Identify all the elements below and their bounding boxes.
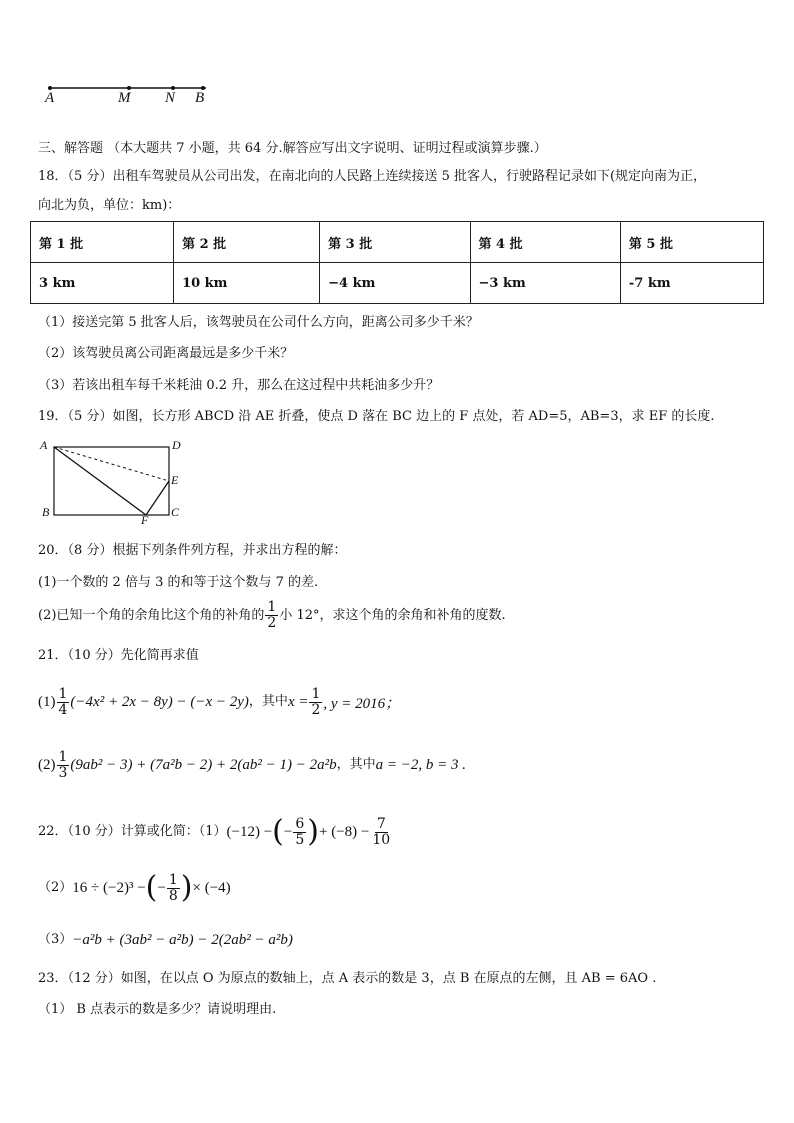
fold-line-ae [54, 447, 169, 481]
fraction-denominator: 3 [58, 764, 68, 781]
q22-sub2 [38, 866, 231, 910]
q23-line1: 23．（12 分）如图，在以点 O 为原点的数轴上，点 A 表示的数是 3，点 B 在原点的左侧，且 AB = 6AO . [38, 971, 657, 986]
fraction-quarter [57, 687, 70, 718]
table-cell: 3 km [31, 263, 174, 304]
segment-fe [146, 481, 169, 515]
fraction-one-eighth [167, 873, 180, 904]
q21-sub2-where: ，其中 [336, 757, 376, 772]
q22-sub3 [38, 928, 293, 952]
table-header-cell: 第 1 批 [31, 222, 174, 263]
q20-line1: 20．（8 分）根据下列条件列方程，并求出方程的解： [38, 543, 347, 558]
fraction-numerator: 6 [295, 815, 305, 832]
q21-sub2 [38, 745, 466, 785]
paren-open: ( [145, 870, 158, 905]
label-b: B [195, 90, 205, 106]
fraction-denominator: 8 [168, 887, 178, 904]
q18-sub3: （3）若该出租车每千米耗油 0.2 升，那么在这过程中共耗油多少升？ [38, 378, 440, 393]
table-cell: −4 km [320, 263, 470, 304]
label-a: A [40, 438, 48, 452]
table-cell: −3 km [470, 263, 620, 304]
label-f: F [141, 513, 149, 527]
fraction-seven-tenths [370, 817, 392, 848]
rectangle-abcd [54, 447, 169, 515]
q22-intro: 22．（10 分）计算或化简：（1） [38, 824, 227, 839]
fraction-numerator: 1 [267, 599, 277, 615]
q21-sub2-label: (2) [38, 756, 56, 773]
label-a: A [45, 90, 55, 106]
table-header-cell: 第 5 批 [620, 222, 763, 263]
q18-sub2: （2）该驾驶员离公司距离最远是多少千米？ [38, 346, 294, 361]
fraction-numerator: 1 [311, 685, 321, 702]
q21-line1: 21．（10 分）先化简再求值 [38, 648, 199, 663]
paren-close: ) [180, 870, 193, 905]
fraction-numerator: 1 [58, 685, 68, 702]
q20-sub2-part1: (2)已知一个角的余角比这个角的补角的 [38, 607, 265, 623]
label-b: B [42, 505, 50, 519]
fraction-denominator: 5 [295, 831, 305, 848]
q19-text: 19．（5 分）如图，长方形 ABCD 沿 AE 折叠，使点 D 落在 BC 边上的 F 点处，若 AD=5，AB=3，求 EF 的长度. [38, 409, 715, 424]
q22-sub3-label: （3） [38, 932, 73, 947]
q21-sub1-expression: (−4x² + 2x − 8y) − (−x − 2y) [70, 693, 249, 710]
minus-sign: − [157, 879, 166, 896]
q18-table [30, 221, 764, 304]
label-m: M [118, 90, 131, 106]
q18-line1: 18．（5 分）出租车驾驶员从公司出发，在南北向的人民路上连续接送 5 批客人，行驶路程记录如下(规定向南为正， [38, 169, 707, 184]
q22-sub2-label: （2） [38, 880, 73, 895]
q21-sub1-y: , y = 2016； [323, 695, 401, 712]
paren-open: ( [272, 814, 284, 849]
table-header-cell: 第 2 批 [174, 222, 320, 263]
fraction-denominator: 2 [267, 615, 277, 631]
minus-sign: − [283, 823, 293, 840]
q21-sub2-expression: (9ab² − 3) + (7a²b − 2) + 2(ab² − 1) − 2a²b [70, 756, 337, 773]
fraction-half [265, 600, 278, 631]
fraction-numerator: 1 [58, 748, 68, 765]
fraction-denominator: 10 [372, 831, 391, 848]
q22-sub1-part-b: + (−8) − [319, 823, 370, 840]
label-c: C [171, 505, 180, 519]
q20-sub1: (1)一个数的 2 倍与 3 的和等于这个数与 7 的差. [38, 575, 319, 590]
label-n: N [165, 90, 176, 106]
paren-close: ) [307, 814, 319, 849]
q18-line2: 向北为负，单位：km)： [38, 198, 181, 213]
fraction-numerator: 7 [376, 815, 386, 832]
rectangle-fold-svg [40, 438, 190, 528]
q21-sub1-label: (1) [38, 693, 56, 710]
table-cell: -7 km [620, 263, 763, 304]
q20-sub2-part2: 小 12°，求这个角的余角和补角的度数. [279, 607, 506, 623]
table-header-row [31, 222, 764, 263]
table-row [31, 263, 764, 304]
q22-sub3-expression: −a²b + (3ab² − a²b) − 2(2ab² − a²b) [72, 931, 293, 948]
fraction-x-value [309, 687, 322, 718]
fraction-six-fifths [293, 817, 306, 848]
q21-sub1-x: x = [287, 693, 309, 710]
q20-sub2 [38, 600, 506, 631]
q18-sub1: （1）接送完第 5 批客人后，该驾驶员在公司什么方向，距离公司多少千米？ [38, 315, 479, 330]
q21-sub2-values: a = −2, b = 3 . [375, 756, 467, 773]
q22-line1 [38, 810, 393, 854]
table-header-cell: 第 4 批 [470, 222, 620, 263]
label-e: E [171, 473, 179, 487]
q21-sub1-where: ，其中 [248, 694, 288, 709]
q22-sub1-part-a: (−12) − [226, 823, 273, 840]
q22-sub2-part-b: × (−4) [192, 879, 231, 896]
table-cell: 10 km [174, 263, 320, 304]
fraction-numerator: 1 [168, 871, 178, 888]
segment-af [54, 447, 146, 515]
fraction-denominator: 2 [311, 701, 321, 718]
fraction-third [57, 750, 70, 781]
q21-sub1 [38, 682, 400, 722]
q22-sub2-part-a: 16 ÷ (−2)³ − [72, 879, 146, 896]
table-header-cell: 第 3 批 [320, 222, 470, 263]
fraction-denominator: 4 [58, 701, 68, 718]
label-d: D [172, 438, 181, 452]
q23-sub1: （1） B 点表示的数是多少？请说明理由. [38, 1002, 277, 1017]
section-heading: 三、解答题 （本大题共 7 小题，共 64 分.解答应写出文字说明、证明过程或演算步骤.） [38, 141, 547, 156]
